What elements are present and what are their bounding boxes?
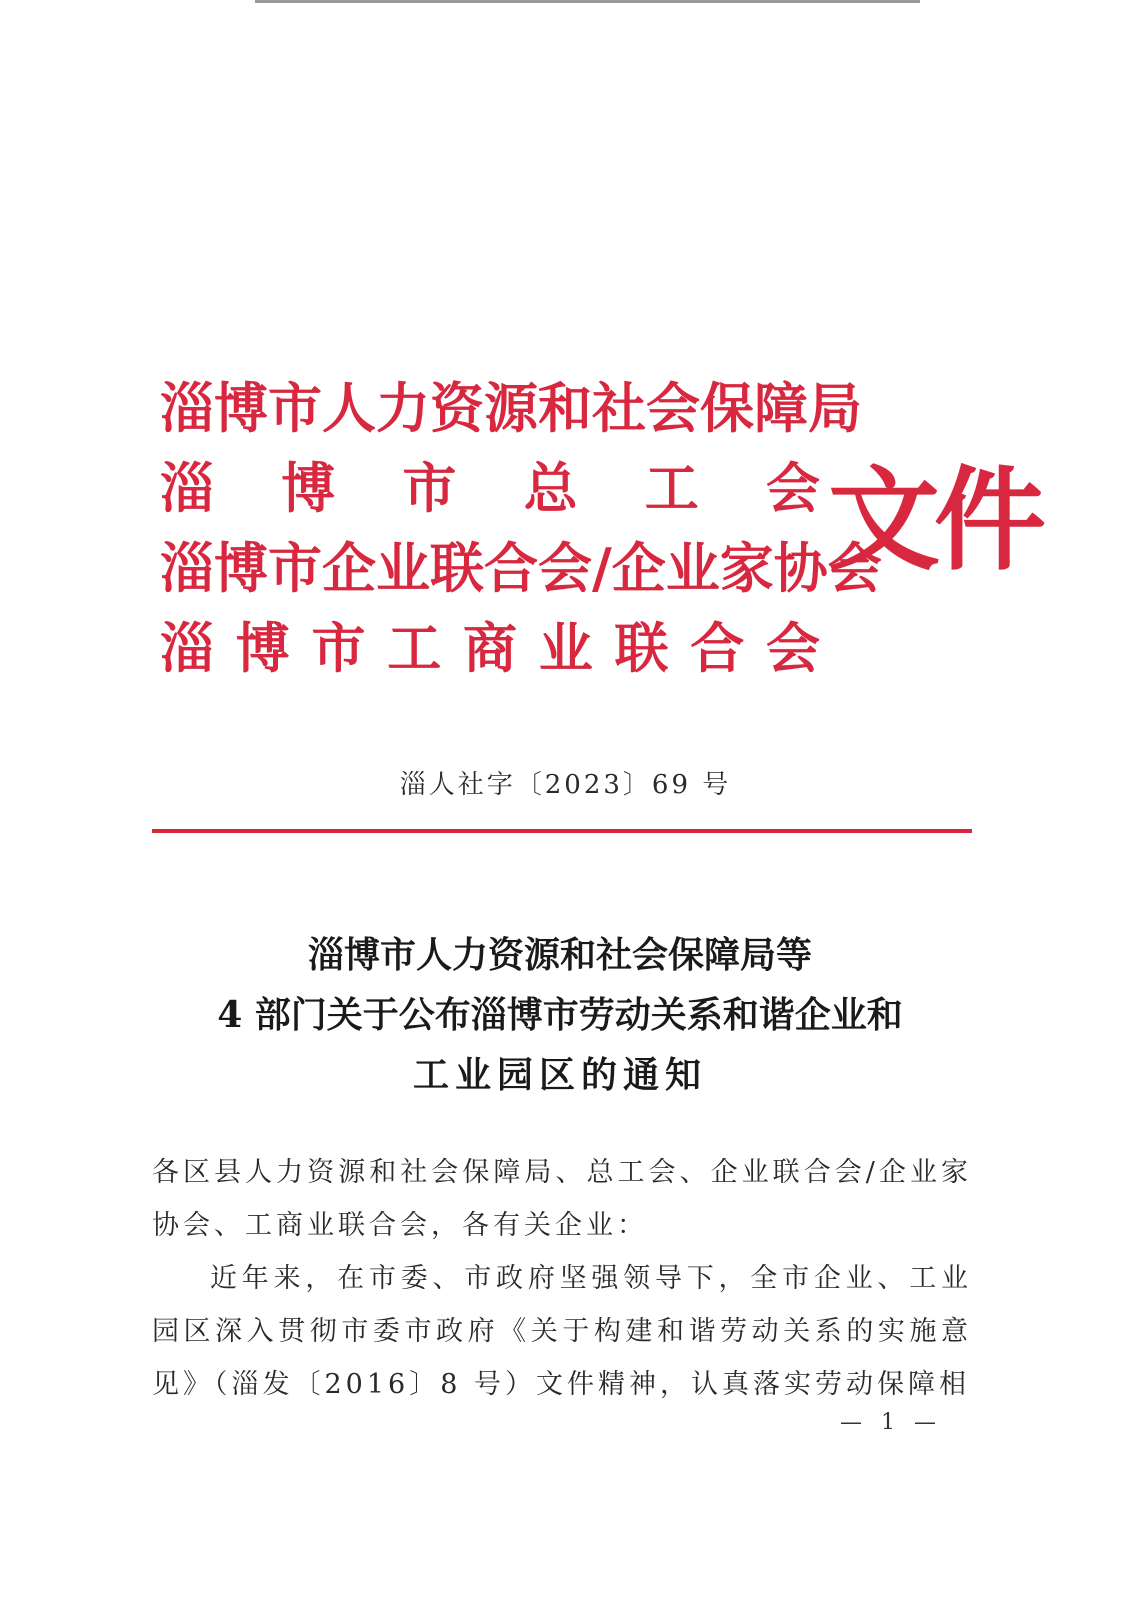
document-number: 淄人社字〔2023〕69 号 [399,770,732,800]
notice-title [120,925,1000,1105]
title-line-1: 淄博市人力资源和社会保障局等 [307,934,812,976]
issuer-line-4: 淄 博 市 工 商 业 联 合 会 [160,616,820,680]
body-paragraph: 近年来，在市委、市政府坚强领导下，全市企业、工业园区深入贯彻市委市政府《关于构建和谐劳动关系的实施意见》（淄发〔2016〕8 号）文件精神，认真落实劳动保障相 [152,1263,972,1400]
issuer-header [160,368,882,688]
scan-edge-line [255,0,920,3]
issuer-line-3: 淄博市企业联合会/企业家协会 [160,536,882,600]
title-line-2: 4 部门关于公布淄博市劳动关系和谐企业和 [217,994,903,1036]
document-suffix: 文件 [828,455,1040,586]
salutation: 各区县人力资源和社会保障局、总工会、企业联合会/企业家协会、工商业联合会，各有关企业： [152,1157,972,1241]
page-number: — 1 — [840,1410,942,1435]
issuer-line-1: 淄博市人力资源和社会保障局 [160,376,862,440]
issuer-line-2: 淄 博 市 总 工 会 [160,456,820,520]
red-divider [152,829,972,833]
notice-body [152,1146,972,1411]
title-line-3: 工业园区的通知 [412,1054,707,1096]
